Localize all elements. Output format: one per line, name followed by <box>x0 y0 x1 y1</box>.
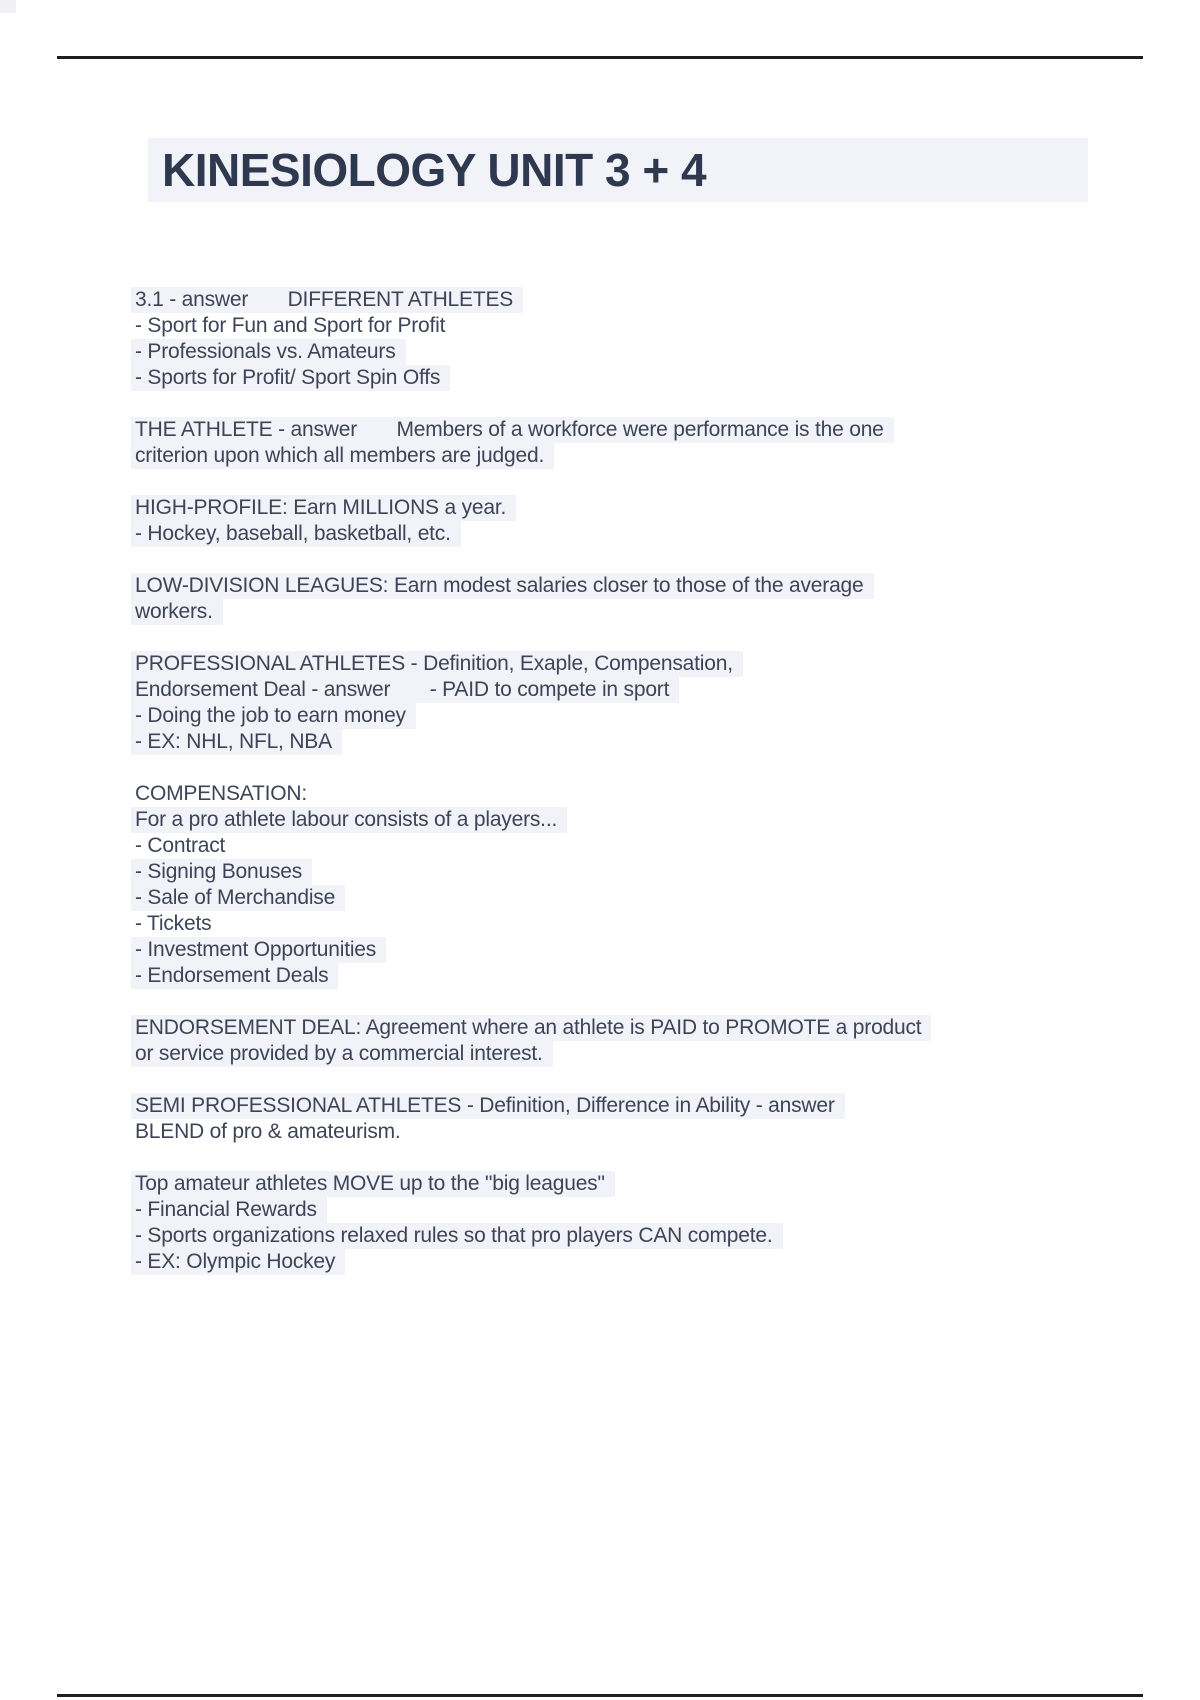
title-highlight-block <box>148 138 1088 202</box>
highlighted-text: Top amateur athletes MOVE up to the "big leagues" <box>135 1171 615 1197</box>
highlighted-text: ENDORSEMENT DEAL: Agreement where an athlete is PAID to PROMOTE a product <box>135 1015 931 1041</box>
highlighted-text: - Sports for Profit/ Sport Spin Offs <box>135 365 450 391</box>
text-line <box>135 833 1085 859</box>
highlighted-text: - Sale of Merchandise <box>135 885 345 911</box>
highlighted-text: - Financial Rewards <box>135 1197 327 1223</box>
plain-text: COMPENSATION: <box>135 782 308 805</box>
text-line <box>135 573 1085 599</box>
highlighted-text: - Hockey, baseball, basketball, etc. <box>135 521 461 547</box>
text-line <box>135 1223 1085 1249</box>
document-body <box>135 287 1085 1275</box>
highlighted-text: For a pro athlete labour consists of a players... <box>135 807 567 833</box>
highlighted-text: - Doing the job to earn money <box>135 703 416 729</box>
text-line <box>135 1067 1085 1093</box>
text-line <box>135 651 1085 677</box>
text-line <box>135 417 1085 443</box>
text-line <box>135 781 1085 807</box>
highlighted-text: PROFESSIONAL ATHLETES - Definition, Exaple, Compensation, <box>135 651 743 677</box>
highlighted-text: - Investment Opportunities <box>135 937 386 963</box>
text-line <box>135 625 1085 651</box>
page-title: KINESIOLOGY UNIT 3 + 4 <box>162 144 707 196</box>
highlighted-text: LOW-DIVISION LEAGUES: Earn modest salaries closer to those of the average <box>135 573 874 599</box>
plain-text: - Tickets <box>135 912 212 935</box>
text-line <box>135 677 1085 703</box>
text-line <box>135 1249 1085 1275</box>
text-line <box>135 547 1085 573</box>
highlighted-text: - Signing Bonuses <box>135 859 312 885</box>
text-line <box>135 911 1085 937</box>
top-rule <box>57 56 1143 59</box>
text-line <box>135 287 1085 313</box>
text-line <box>135 1041 1085 1067</box>
text-line <box>135 1015 1085 1041</box>
text-line <box>135 521 1085 547</box>
text-line <box>135 729 1085 755</box>
text-line <box>135 1171 1085 1197</box>
text-line <box>135 859 1085 885</box>
highlighted-text: - EX: NHL, NFL, NBA <box>135 729 342 755</box>
plain-text: BLEND of pro & amateurism. <box>135 1120 401 1143</box>
text-line <box>135 1145 1085 1171</box>
plain-text: - Contract <box>135 834 226 857</box>
highlighted-text: - EX: Olympic Hockey <box>135 1249 345 1275</box>
highlighted-text: criterion upon which all members are judged. <box>135 443 554 469</box>
highlighted-text: or service provided by a commercial interest. <box>135 1041 553 1067</box>
highlighted-text: 3.1 - answer DIFFERENT ATHLETES <box>135 287 523 313</box>
text-line <box>135 963 1085 989</box>
highlighted-text: - Endorsement Deals <box>135 963 338 989</box>
text-line <box>135 391 1085 417</box>
text-line <box>135 755 1085 781</box>
text-line <box>135 365 1085 391</box>
plain-text: - Sport for Fun and Sport for Profit <box>135 314 446 337</box>
text-line <box>135 495 1085 521</box>
text-line <box>135 313 1085 339</box>
text-line <box>135 807 1085 833</box>
text-line <box>135 885 1085 911</box>
text-line <box>135 339 1085 365</box>
text-line <box>135 443 1085 469</box>
highlighted-text: HIGH-PROFILE: Earn MILLIONS a year. <box>135 495 516 521</box>
text-line <box>135 703 1085 729</box>
bottom-rule <box>57 1694 1143 1697</box>
highlighted-text: - Sports organizations relaxed rules so that pro players CAN compete. <box>135 1223 783 1249</box>
highlighted-text: SEMI PROFESSIONAL ATHLETES - Definition, Difference in Ability - answer <box>135 1093 845 1119</box>
text-line <box>135 989 1085 1015</box>
highlighted-text: THE ATHLETE - answer Members of a workforce were performance is the one <box>135 417 894 443</box>
scan-artifact <box>0 0 16 13</box>
text-line <box>135 1197 1085 1223</box>
text-line <box>135 1093 1085 1119</box>
text-line <box>135 599 1085 625</box>
highlighted-text: Endorsement Deal - answer - PAID to compete in sport <box>135 677 679 703</box>
text-line <box>135 937 1085 963</box>
text-line <box>135 1119 1085 1145</box>
text-line <box>135 469 1085 495</box>
highlighted-text: workers. <box>135 599 223 625</box>
highlighted-text: - Professionals vs. Amateurs <box>135 339 406 365</box>
